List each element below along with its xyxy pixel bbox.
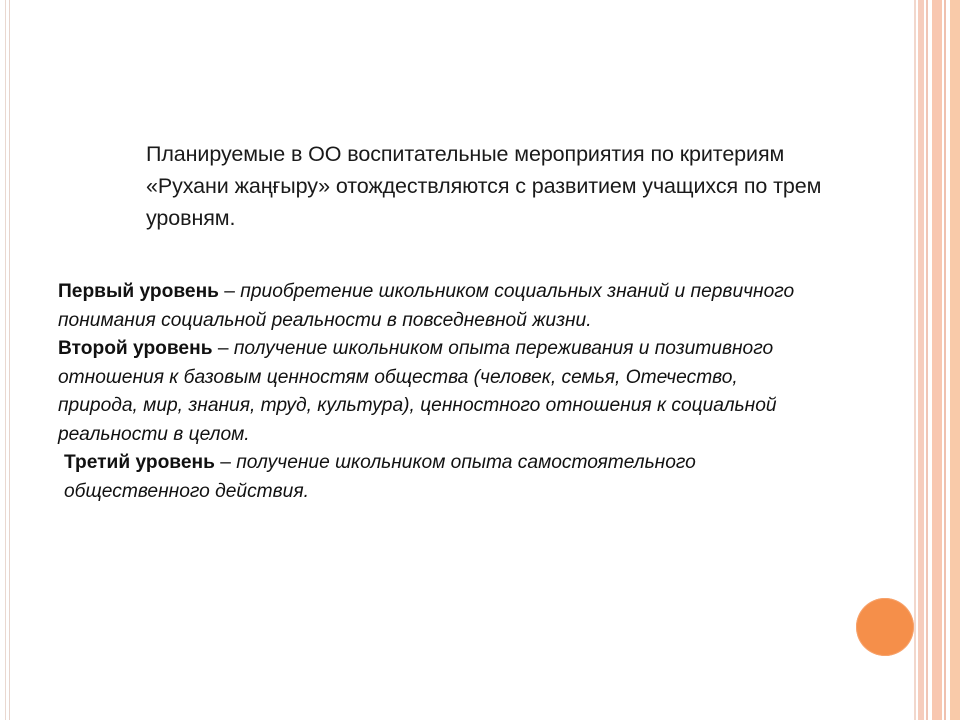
orange-circle-decoration [856,598,914,656]
level-1-dash: – [218,281,241,302]
level-3 [58,449,818,506]
stripe [918,0,924,720]
stripe [932,0,942,720]
level-3-body: получение школьником опыта самостоятельного общественного действия. [64,452,696,502]
stripe [950,0,960,720]
level-1 [58,278,818,335]
right-stripes-decoration [914,0,960,720]
level-1-title: Первый уровень [58,281,219,302]
level-2-title: Второй уровень [58,338,213,359]
levels-list [58,278,818,506]
left-border-decoration [0,0,10,720]
stripe [914,0,916,720]
level-2-body: получение школьником опыта переживания и позитивного отношения к базовым ценностям общества (человек, семья, Отечество, природа, мир, знания, труд, культура), ценностного отношения к социальной реальности в целом. [58,338,777,445]
stripe [944,0,946,720]
level-2-dash: – [212,338,234,359]
level-1-body: приобретение школьником социальных знаний и первичного понимания социальной реальности в повседневной жизни. [58,281,795,331]
level-2 [58,335,818,449]
stripe [926,0,928,720]
level-3-dash: – [214,452,237,473]
intro-text: Планируемые в ОО воспитательные мероприятия по критериям «Рухани жаңғыру» отождествляются с развитием учащихся по трем уровням. [146,142,822,230]
left-border-line [5,0,6,720]
level-3-title: Третий уровень [64,452,215,473]
